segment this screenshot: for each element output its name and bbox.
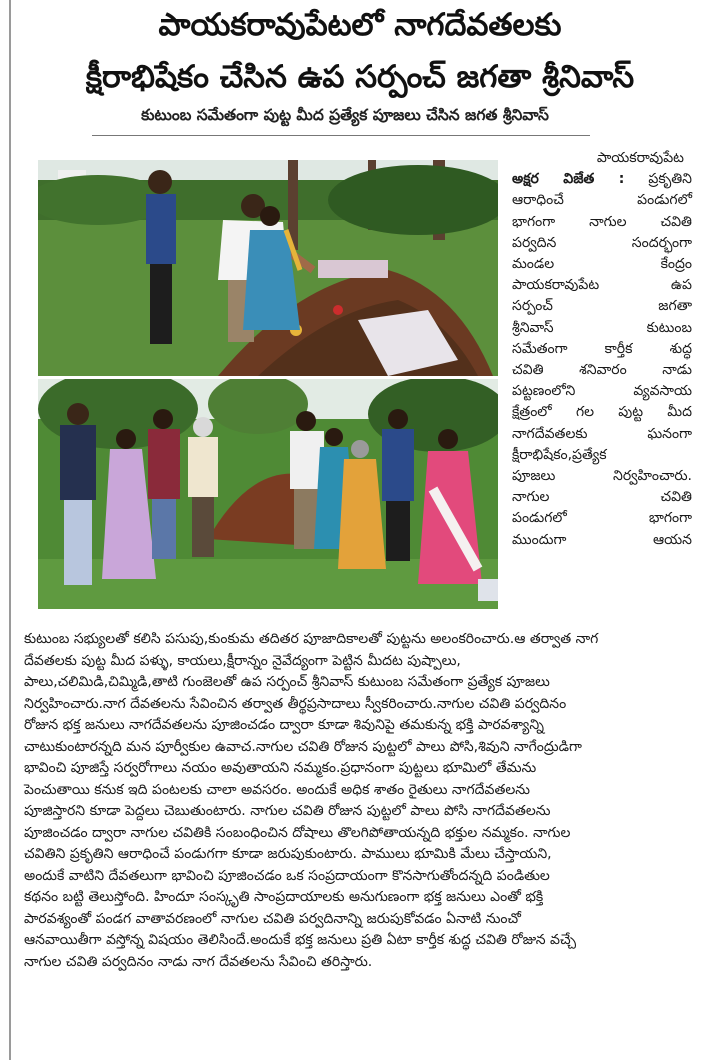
column-line: మండల కేంద్రం — [512, 256, 692, 273]
subheadline: కుటుంబ సమేతంగా పుట్ట మీద ప్రత్యేక పూజలు చేసిన జగత శ్రీనివాస్ — [141, 106, 549, 124]
body-line: దేవతలకు పుట్ట మీద పళ్ళు, కాయలు,క్షీరాన్నం నైవేద్యంగా పెట్టిన మీదట పుష్పాలు, — [24, 652, 461, 669]
body-line: చాటుకుంటారన్నది మన పూర్వీకుల ఉవాచ.నాగుల చవితి రోజున పుట్టలో పాలు పోసి,శివుని నాగేంద్రుడిగా — [24, 738, 582, 755]
column-line: ఆరాధించే పండుగలో — [512, 192, 692, 209]
body-line: భావించి పూజిస్తే సర్వరోగాలు నయం అవుతాయని నమ్మకం.ప్రధానంగా పుట్టలు భూమిలో తేమను — [24, 760, 537, 776]
dateline: పాయకరావుపేట — [596, 150, 684, 166]
body-line: నాగుల చవితి పర్వదినం నాడు నాగ దేవతలను సేవించి తరిస్తారు. — [24, 953, 373, 970]
column-line: సమేతంగా కార్తీక శుద్ధ — [512, 340, 692, 357]
left-margin-rule — [9, 0, 11, 1060]
body-line: పూజిస్తారని కూడా పెద్దలు చెబుతుంటారు. నాగుల చవితి రోజున పుట్టలో పాలు పోసి నాగదేవతలను — [24, 803, 551, 819]
column-line: శ్రీనివాస్ కుటుంబ — [512, 319, 692, 336]
column-line: పూజలు నిర్వహించారు. — [512, 468, 692, 485]
column-line: నాగుల చవితి — [512, 489, 692, 506]
body-line: పూజించడం ద్వారా నాగుల చవితికి సంబంధించిన దోషాలు తొలగిపోతాయన్నది భక్తుల నమ్మకం. నాగుల — [24, 824, 571, 841]
headline-line-1: పాయకరావుపేటలో నాగదేవతలకు — [158, 7, 562, 43]
column-line: భాగంగా నాగుల చవితి — [512, 213, 692, 230]
column-line: నాగదేవతలకు ఘనంగా — [512, 425, 692, 442]
headline-line-2: క్షీరాభిషేకం చేసిన ఉప సర్పంచ్ జగతా శ్రీనివాస్ — [85, 59, 635, 95]
column-line: పట్టణంలోని వ్యవసాయ — [512, 383, 692, 400]
body-line: అందుకే వాటిని దేవతలుగా భావించి పూజించడం ఒక సంప్రదాయంగా కొనసాగుతోందన్నది పండితుల — [24, 867, 550, 884]
column-line: పండుగలో భాగంగా — [512, 510, 692, 527]
photo-family-group — [38, 379, 498, 609]
column-line: పర్వదిన సందర్భంగా — [512, 234, 692, 251]
column-line: ముందుగా ఆయన — [512, 531, 692, 548]
column-line: చవితి శనివారం నాడు — [512, 362, 692, 379]
column-line: క్షీరాభిషేకం,ప్రత్యేక — [512, 446, 607, 463]
body-line: రోజున భక్త జనులు నాగదేవతలను పూజించడం ద్వారా కూడా శివునిపై తమకున్న భక్తి పారవశ్యాన్ని — [24, 717, 544, 733]
column-line: అక్షర విజేత : ప్రకృతిని — [512, 171, 692, 188]
body-line: కుటుంబ సభ్యులతో కలిసి పసుపు,కుంకుమ తదితర పూజాదికాలతో పుట్టను అలంకరించారు.ఆ తర్వాత నాగ — [24, 631, 599, 647]
body-line: ఆనవాయితీగా వస్తోన్న విషయం తెలిసిందే.అందుకే భక్త జనులు ప్రతి ఏటా కార్తీక శుద్ధ చవితి రోజున వచ్చే — [24, 932, 577, 948]
body-line: కథనం బట్టి తెలుస్తోంది. హిందూ సంస్కృతి సాంప్రదాయాలకు అనుగుణంగా భక్త జనులు ఎంతో భక్తి — [24, 889, 544, 905]
body-line: పెంచుతాయి కనుక ఇది పంటలకు చాలా అవసరం. అందుకే అధిక శాతం రైతులు నాగదేవతలను — [24, 781, 530, 798]
body-line: పాలు,చలిమిడి,చిమ్మిడి,తాటి గుంజెలతో ఉప సర్పంచ్ శ్రీనివాస్ కుటుంబ సమేతంగా ప్రత్యేక పూజలు — [24, 674, 550, 690]
column-line: క్షేత్రంలో గల పుట్ట మీద — [512, 404, 692, 421]
body-line: చవితిని ప్రకృతిని ఆరాధించే పండుగగా కూడా జరుపుకుంటారు. పాములు భూమికి మేలు చేస్తాయని, — [24, 846, 552, 862]
photo-anthill-pooja — [38, 160, 498, 376]
body-line: పారవశ్యంతో పండగ వాతావరణంలో నాగుల చవితి పర్వదినాన్ని జరుపుకోవడం ఏనాటి నుంచో — [24, 910, 521, 927]
column-line: సర్పంచ్ జగతా — [512, 298, 692, 315]
article-body — [24, 629, 686, 973]
article-lead-column — [512, 148, 692, 551]
byline: అక్షర విజేత : — [512, 171, 625, 188]
body-line: నిర్వహించారు.నాగ దేవతలను సేవించిన తర్వాత తీర్థప్రసాదాలు స్వీకరించారు.నాగుల చవితి పర్వదినం — [24, 695, 567, 712]
column-line: పాయకరావుపేట ఉప — [512, 277, 692, 294]
subheadline-rule — [92, 135, 590, 136]
